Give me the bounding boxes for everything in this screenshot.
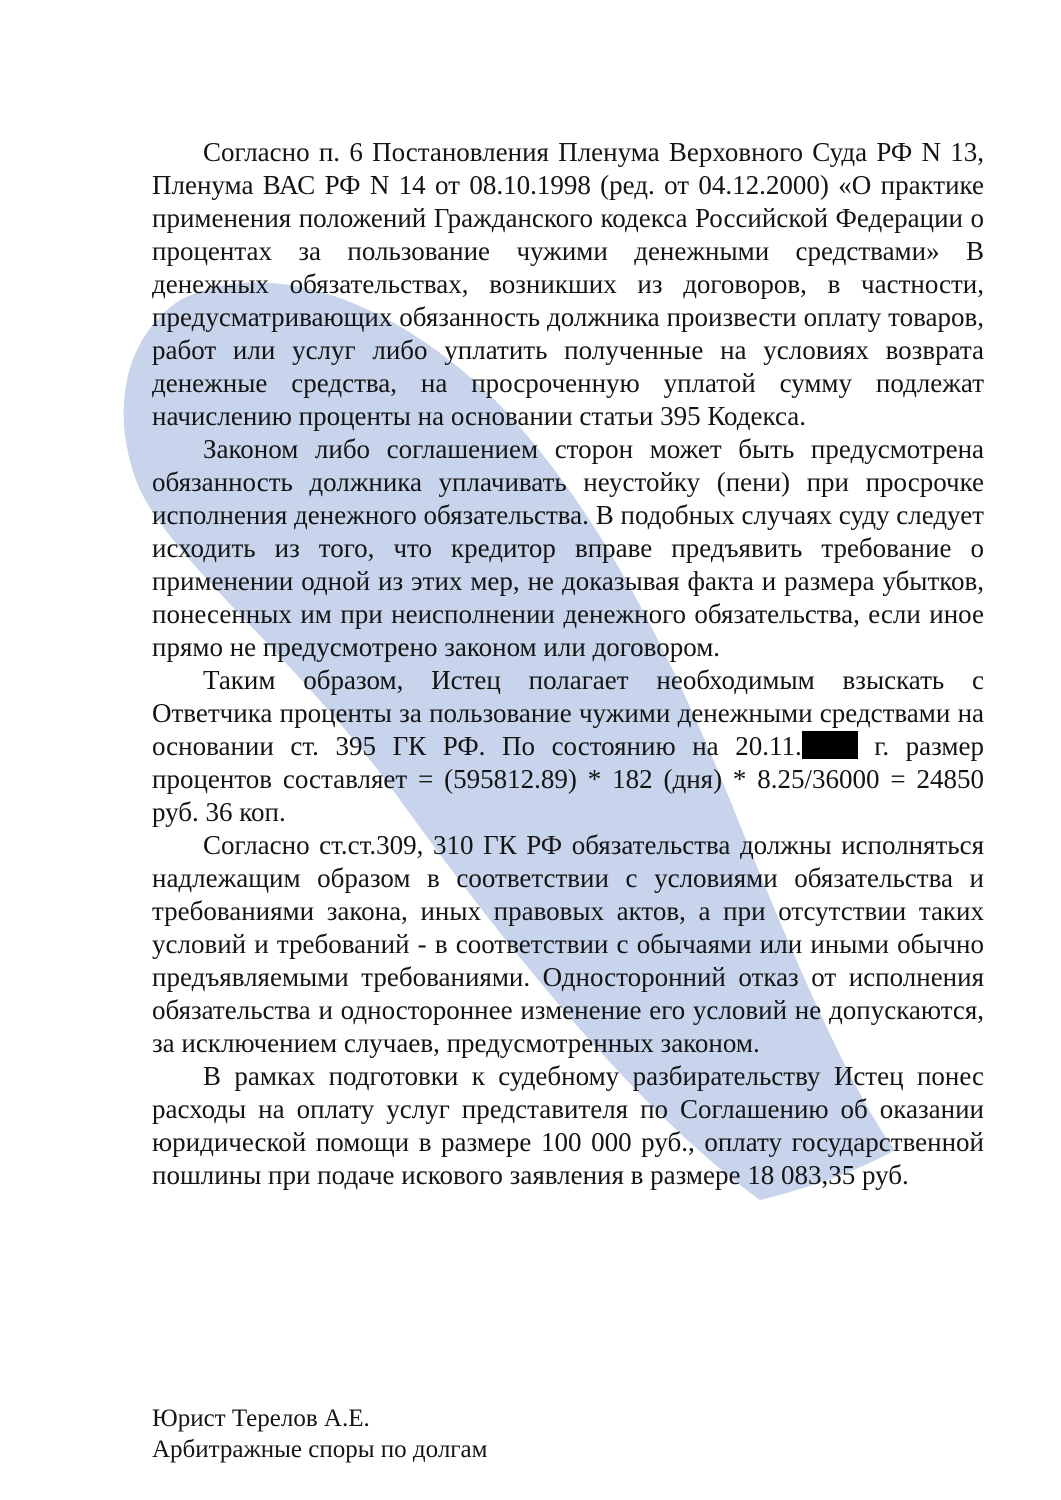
paragraph-interest-calculation (152, 664, 984, 829)
document-body (152, 136, 984, 1192)
signature-block (152, 1403, 487, 1465)
signature-title: Арбитражные споры по долгам (152, 1436, 488, 1463)
calculation-text-start: Таким образом, Истец полагает необходимым взыскать с Ответчика проценты за пользование чужими денежными средствами на основании ст. 395 ГК РФ. По состоянию на 20.11. (152, 665, 984, 761)
paragraph-obligations: Согласно ст.ст.309, 310 ГК РФ обязательства должны исполняться надлежащим образом в соответствии с условиями обязательства и требованиями закона, иных правовых актов, а при отсутствии таких условий и требований - в соответствии с обычаями или иными обычно предъявляемыми требованиями. Односторонний отказ от исполнения обязательства и одностороннее изменение его условий не допускаются, за исключением случаев, предусмотренных законом. (152, 830, 984, 1058)
paragraph-interest-plenum: Согласно п. 6 Постановления Пленума Верховного Суда РФ N 13, Пленума ВАС РФ N 14 от 08.10.1998 (ред. от 04.12.2000) «О практике применения положений Гражданского кодекса Российской Федерации о процентах за пользование чужими денежными средствами» В денежных обязательствах, возникших из договоров, в частности, предусматривающих обязанность должника произвести оплату товаров, работ или услуг либо уплатить полученные на условиях возврата денежные средства, на просроченную уплатой сумму подлежат начислению проценты на основании статьи 395 Кодекса. (152, 137, 984, 431)
signature-name: Юрист Терелов А.Е. (152, 1405, 370, 1432)
redacted-year (802, 731, 858, 759)
paragraph-penalty: Законом либо соглашением сторон может быть предусмотрена обязанность должника уплачивать неустойку (пени) при просрочке исполнения денежного обязательства. В подобных случаях суду следует исходить из того, что кредитор вправе предъявить требование о применении одной из этих мер, не доказывая факта и размера убытков, понесенных им при неисполнении денежного обязательства, если иное прямо не предусмотрено законом или договором. (152, 434, 984, 662)
calculation-text-end: г. размер процентов составляет = (595812.89) * 182 (дня) * 8.25/36000 = 24850 руб. 36 коп. (152, 731, 984, 827)
paragraph-expenses: В рамках подготовки к судебному разбирательству Истец понес расходы на оплату услуг представителя по Соглашению об оказании юридической помощи в размере 100 000 руб., оплату государственной пошлины при подаче искового заявления в размере 18 083,35 руб. (152, 1061, 984, 1190)
